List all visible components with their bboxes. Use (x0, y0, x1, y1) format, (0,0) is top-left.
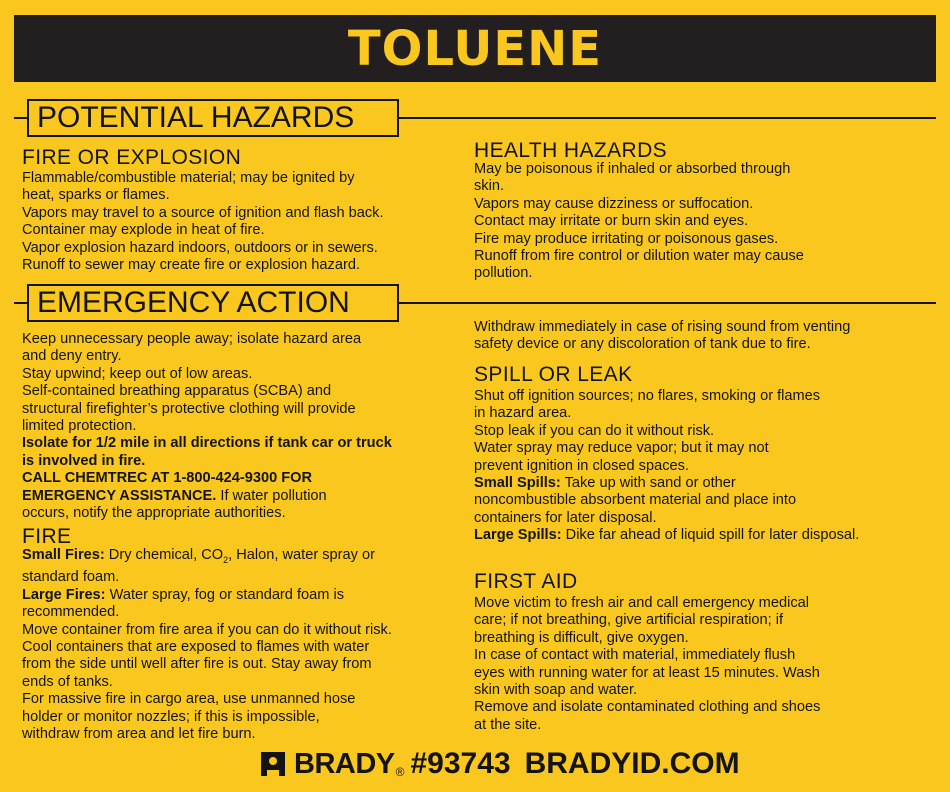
fire-or-explosion-text (22, 170, 384, 274)
text-fragment: Dike far ahead of liquid spill for later disposal. (561, 527, 860, 544)
text-line (22, 488, 392, 505)
small-spills-label: Small Spills: (474, 475, 561, 492)
text-line: May be poisonous if inhaled or absorbed through (474, 161, 791, 177)
text-line: eyes with running water for at least 15 minutes. Wash (474, 664, 820, 681)
text-line: pollution. (474, 265, 533, 282)
text-line: recommended. (22, 604, 120, 621)
text-line: Shut off ignition sources; no flares, smoking or flames (474, 388, 821, 404)
text-line: Fire may produce irritating or poisonous gases. (474, 230, 779, 247)
text-line: breathing is difficult, give oxygen. (474, 629, 689, 646)
text-fragment: Water spray, fog or standard foam is (105, 586, 345, 603)
divider-line (14, 117, 27, 119)
text-line: Container may explode in heat of fire. (22, 222, 265, 239)
text-fragment: , Halon, water spray or (228, 547, 375, 563)
section-heading-potential-hazards: POTENTIAL HAZARDS (27, 99, 399, 137)
fire-heading: FIRE (22, 525, 72, 548)
health-hazards-heading: HEALTH HAZARDS (474, 139, 668, 162)
text-line: in hazard area. (474, 405, 572, 422)
text-line: Cool containers that are exposed to flames with water (22, 638, 370, 655)
brand-name: BRADY (294, 747, 395, 780)
registered-mark: ® (395, 765, 405, 779)
bold-line: is involved in fire. (22, 452, 146, 469)
emergency-general-text (22, 331, 392, 522)
divider-line (399, 117, 936, 119)
text-line (22, 587, 392, 604)
text-line (474, 527, 859, 544)
text-line: safety device or any discoloration of tank due to fire. (474, 336, 811, 353)
text-line: Runoff from fire control or dilution water may cause (474, 248, 804, 265)
text-line: For massive fire in cargo area, use unmanned hose (22, 691, 356, 708)
first-aid-text (474, 595, 820, 734)
text-line: occurs, notify the appropriate authorities. (22, 505, 286, 522)
emergency-assistance-label: EMERGENCY ASSISTANCE. (22, 487, 217, 504)
text-line: Vapor explosion hazard indoors, outdoors or in sewers. (22, 239, 378, 256)
large-spills-label: Large Spills: (474, 527, 562, 544)
text-line: ends of tanks. (22, 673, 113, 690)
text-line: skin. (474, 178, 505, 195)
label-footer (258, 747, 740, 781)
part-number: #93743 (410, 747, 511, 780)
fire-text (22, 547, 392, 743)
text-line: limited protection. (22, 418, 137, 435)
text-line: Move victim to fresh air and call emergency medical (474, 595, 809, 611)
withdraw-text (474, 319, 850, 354)
label-title: TOLUENE (347, 20, 603, 77)
text-line: Water spray may reduce vapor; but it may not (474, 440, 769, 457)
text-line: Stop leak if you can do it without risk. (474, 422, 715, 439)
bold-line: Isolate for 1/2 mile in all directions if tank car or truck (22, 435, 392, 452)
text-line: and deny entry. (22, 348, 122, 365)
text-line: care; if not breathing, give artificial respiration; if (474, 612, 784, 629)
text-line: Runoff to sewer may create fire or explosion hazard. (22, 257, 360, 274)
text-line: In case of contact with material, immediately flush (474, 647, 796, 664)
text-line: standard foam. (22, 569, 120, 586)
text-line: at the site. (474, 716, 542, 733)
text-line: heat, sparks or flames. (22, 187, 170, 204)
text-line: Contact may irritate or burn skin and eyes. (474, 213, 749, 230)
health-hazards-text (474, 161, 804, 283)
spill-or-leak-heading: SPILL OR LEAK (474, 363, 633, 386)
divider-line (14, 302, 27, 304)
text-line: withdraw from area and let fire burn. (22, 725, 256, 742)
text-line: from the side until well after fire is out. Stay away from (22, 656, 372, 673)
brady-logo-icon (258, 749, 288, 779)
text-line: structural firefighter’s protective clothing will provide (22, 400, 356, 417)
text-line: Vapors may travel to a source of ignition and flash back. (22, 204, 384, 221)
text-line: holder or monitor nozzles; if this is impossible, (22, 708, 320, 725)
subscript: 2 (223, 554, 229, 565)
chemtrec-line: CALL CHEMTREC AT 1-800-424-9300 FOR (22, 470, 313, 487)
fire-or-explosion-heading: FIRE OR EXPLOSION (22, 146, 242, 169)
text-fragment: Take up with sand or other (560, 475, 736, 492)
section-heading-emergency-action: EMERGENCY ACTION (27, 284, 399, 322)
text-line: Remove and isolate contaminated clothing and shoes (474, 699, 821, 716)
text-fragment: If water pollution (216, 487, 327, 504)
text-line: skin with soap and water. (474, 682, 638, 699)
large-fires-label: Large Fires: (22, 586, 106, 603)
title-bar (14, 15, 936, 82)
text-line (22, 547, 392, 569)
spill-or-leak-text (474, 388, 859, 545)
divider-line (399, 302, 936, 304)
text-line: Keep unnecessary people away; isolate hazard area (22, 331, 362, 347)
brand-url: BRADYID.COM (524, 747, 740, 780)
text-line (474, 475, 859, 492)
text-line: Self-contained breathing apparatus (SCBA) and (22, 383, 332, 400)
text-line: Flammable/combustible material; may be ignited by (22, 170, 355, 186)
text-line: Vapors may cause dizziness or suffocation. (474, 195, 754, 212)
text-line: Withdraw immediately in case of rising sound from venting (474, 319, 851, 335)
small-fires-label: Small Fires: (22, 547, 105, 563)
first-aid-heading: FIRST AID (474, 570, 578, 593)
text-line: containers for later disposal. (474, 509, 657, 526)
text-line: noncombustible absorbent material and place into (474, 492, 797, 509)
text-fragment: Dry chemical, CO (104, 547, 224, 563)
text-line: prevent ignition in closed spaces. (474, 457, 689, 474)
text-line: Move container from fire area if you can do it without risk. (22, 621, 392, 638)
text-line: Stay upwind; keep out of low areas. (22, 365, 253, 382)
